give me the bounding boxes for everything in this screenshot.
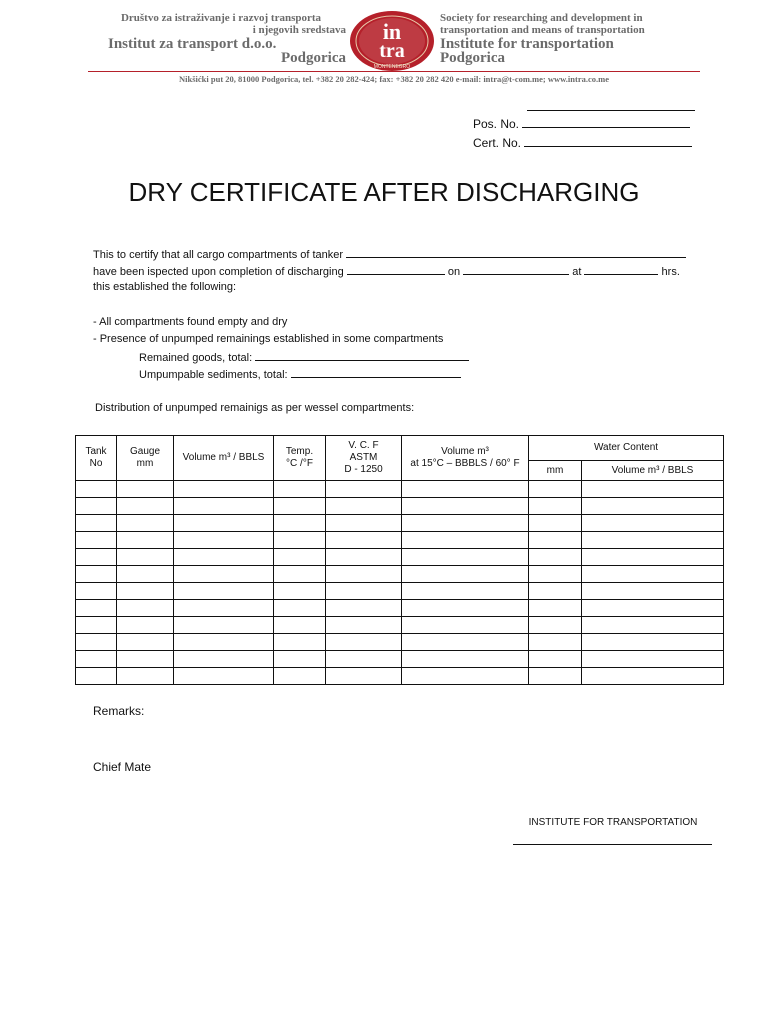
col-volume: Volume m³ / BBLS — [174, 436, 274, 481]
table-cell[interactable] — [174, 549, 274, 566]
table-cell[interactable] — [76, 600, 117, 617]
table-cell[interactable] — [174, 600, 274, 617]
table-cell[interactable] — [274, 617, 326, 634]
table-row — [76, 668, 724, 685]
table-cell[interactable] — [582, 600, 724, 617]
table-cell[interactable] — [402, 600, 529, 617]
table-cell[interactable] — [117, 668, 174, 685]
table-cell[interactable] — [274, 532, 326, 549]
hrs-text: hrs. — [661, 266, 680, 278]
letterhead-right-line1: Society for researching and development in — [440, 12, 643, 24]
table-cell[interactable] — [582, 481, 724, 498]
table-cell[interactable] — [529, 566, 582, 583]
table-cell[interactable] — [402, 617, 529, 634]
table-cell[interactable] — [402, 515, 529, 532]
table-cell[interactable] — [117, 566, 174, 583]
table-cell[interactable] — [402, 651, 529, 668]
cert-no-row — [473, 134, 692, 151]
discharging-place-field[interactable] — [347, 262, 445, 275]
table-cell[interactable] — [402, 583, 529, 600]
table-cell[interactable] — [529, 600, 582, 617]
table-cell[interactable] — [274, 651, 326, 668]
col-volume-15c: Volume m³ at 15°C – BBBLS / 60° F — [402, 436, 529, 481]
letterhead-divider — [88, 71, 700, 72]
tanker-field[interactable] — [346, 245, 686, 258]
table-cell[interactable] — [326, 668, 402, 685]
table-cell[interactable] — [117, 651, 174, 668]
table-cell[interactable] — [174, 532, 274, 549]
letterhead-left-name: Institut za transport d.o.o. — [108, 36, 277, 52]
col-temp: Temp. °C /°F — [274, 436, 326, 481]
letterhead-right-name: Institute for transportation — [440, 36, 614, 52]
document-title: DRY CERTIFICATE AFTER DISCHARGING — [128, 177, 640, 207]
table-cell[interactable] — [402, 481, 529, 498]
table-cell[interactable] — [274, 566, 326, 583]
table-cell[interactable] — [174, 498, 274, 515]
table-cell[interactable] — [529, 668, 582, 685]
table-row — [76, 617, 724, 634]
table-cell[interactable] — [76, 634, 117, 651]
letterhead-left-line1: Društvo za istraživanje i razvoj transporta — [120, 12, 322, 24]
certify-text: This to certify that all cargo compartments of tanker — [93, 249, 344, 261]
table-cell[interactable] — [326, 515, 402, 532]
logo-text-top: in — [382, 19, 402, 44]
item-unpumped: - Presence of unpumped remainings established in some compartments — [93, 333, 444, 345]
table-row — [76, 515, 724, 532]
table-row — [76, 549, 724, 566]
table-cell[interactable] — [326, 566, 402, 583]
table-cell[interactable] — [274, 549, 326, 566]
distribution-table — [75, 435, 724, 685]
table-cell[interactable] — [76, 532, 117, 549]
col-gauge: Gauge mm — [117, 436, 174, 481]
logo-ring-text: MONTENEGRO — [373, 64, 411, 70]
table-cell[interactable] — [402, 634, 529, 651]
pos-no-field[interactable] — [522, 115, 690, 128]
table-cell[interactable] — [174, 515, 274, 532]
table-cell[interactable] — [117, 532, 174, 549]
table-cell[interactable] — [274, 481, 326, 498]
table-cell[interactable] — [76, 583, 117, 600]
table-cell[interactable] — [326, 600, 402, 617]
date-field[interactable] — [463, 262, 569, 275]
table-cell[interactable] — [326, 481, 402, 498]
table-cell[interactable] — [582, 617, 724, 634]
table-cell[interactable] — [174, 481, 274, 498]
table-row — [76, 481, 724, 498]
table-cell[interactable] — [326, 549, 402, 566]
table-body — [76, 481, 724, 685]
distribution-text: Distribution of unpumped remainigs as per wessel compartments: — [95, 402, 415, 414]
table-cell[interactable] — [76, 549, 117, 566]
table-cell[interactable] — [402, 566, 529, 583]
institute-label: INSTITUTE FOR TRANSPORTATION — [528, 817, 698, 828]
table-cell[interactable] — [582, 498, 724, 515]
table-cell[interactable] — [274, 583, 326, 600]
table-cell[interactable] — [274, 515, 326, 532]
table-cell[interactable] — [76, 498, 117, 515]
table-cell[interactable] — [529, 498, 582, 515]
table-cell[interactable] — [402, 668, 529, 685]
table-row — [76, 634, 724, 651]
pos-no-row — [473, 115, 690, 132]
remained-goods-field[interactable] — [255, 348, 469, 361]
sediments-label: Umpumpable sediments, total: — [139, 369, 288, 381]
logo-text-bottom: tra — [379, 40, 405, 62]
table-cell[interactable] — [326, 651, 402, 668]
table-cell[interactable] — [76, 566, 117, 583]
table-cell[interactable] — [582, 583, 724, 600]
letterhead-right-city: Podgorica — [440, 50, 505, 66]
body-line3: this established the following: — [93, 281, 237, 293]
table-cell[interactable] — [76, 515, 117, 532]
table-cell[interactable] — [402, 498, 529, 515]
table-cell[interactable] — [529, 549, 582, 566]
sediments-row — [139, 365, 461, 384]
cert-no-label: Cert. No. — [473, 136, 522, 150]
table-cell[interactable] — [76, 668, 117, 685]
col-water-volume: Volume m³ / BBLS — [582, 461, 724, 481]
table-cell[interactable] — [76, 481, 117, 498]
table-cell[interactable] — [582, 532, 724, 549]
letterhead-right-line2: transportation and means of transportation — [440, 24, 645, 36]
table-row — [76, 600, 724, 617]
remarks-label: Remarks: — [93, 704, 145, 718]
cert-no-field[interactable] — [524, 134, 692, 147]
table-row — [76, 532, 724, 549]
table-cell[interactable] — [174, 617, 274, 634]
table-cell[interactable] — [582, 668, 724, 685]
table-cell[interactable] — [529, 481, 582, 498]
chief-mate-label: Chief Mate — [93, 760, 152, 774]
table-cell[interactable] — [117, 549, 174, 566]
table-cell[interactable] — [117, 481, 174, 498]
item-empty-dry: - All compartments found empty and dry — [93, 316, 288, 328]
table-cell[interactable] — [529, 515, 582, 532]
table-cell[interactable] — [326, 617, 402, 634]
discharging-text: have been ispected upon completion of discharging — [93, 266, 344, 278]
table-cell[interactable] — [582, 549, 724, 566]
on-text: on — [447, 266, 461, 278]
table-row — [76, 651, 724, 668]
table-cell[interactable] — [76, 651, 117, 668]
table-row — [76, 566, 724, 583]
col-water-content: Water Content — [529, 436, 724, 461]
table-cell[interactable] — [326, 583, 402, 600]
table-cell[interactable] — [326, 634, 402, 651]
table-row — [76, 583, 724, 600]
pos-no-label: Pos. No. — [473, 117, 520, 131]
table-cell[interactable] — [582, 634, 724, 651]
letterhead-left-line2: i njegovih sredstava — [252, 24, 346, 36]
remained-goods-label: Remained goods, total: — [139, 352, 253, 364]
table-cell[interactable] — [529, 583, 582, 600]
table-cell[interactable] — [117, 617, 174, 634]
table-cell[interactable] — [402, 549, 529, 566]
table-cell[interactable] — [274, 600, 326, 617]
table-cell[interactable] — [117, 515, 174, 532]
table-cell[interactable] — [529, 532, 582, 549]
table-cell[interactable] — [117, 498, 174, 515]
table-cell[interactable] — [174, 651, 274, 668]
table-cell[interactable] — [582, 566, 724, 583]
col-tank-no: Tank No — [76, 436, 117, 481]
letterhead-address: Nikšićki put 20, 81000 Podgorica, tel. +382 20 282-424; fax: +382 20 282 420 e-mail: intra@t-com.me; www.intra.co.me — [178, 74, 610, 84]
table-cell[interactable] — [274, 634, 326, 651]
table-cell[interactable] — [529, 617, 582, 634]
table-cell[interactable] — [274, 498, 326, 515]
table-cell[interactable] — [529, 634, 582, 651]
table-cell[interactable] — [529, 651, 582, 668]
time-field[interactable] — [584, 262, 658, 275]
col-water-mm: mm — [529, 461, 582, 481]
table-cell[interactable] — [582, 651, 724, 668]
ref-blank-line — [527, 98, 695, 111]
table-cell[interactable] — [174, 583, 274, 600]
col-vcf: V. C. F ASTM D - 1250 — [326, 436, 402, 481]
table-cell[interactable] — [274, 668, 326, 685]
intra-logo-icon — [349, 10, 435, 72]
table-cell[interactable] — [326, 498, 402, 515]
table-cell[interactable] — [174, 668, 274, 685]
table-cell[interactable] — [174, 566, 274, 583]
table-cell[interactable] — [174, 634, 274, 651]
table-cell[interactable] — [117, 634, 174, 651]
table-cell[interactable] — [117, 600, 174, 617]
sediments-field[interactable] — [291, 365, 461, 378]
institute-signature-field[interactable] — [513, 832, 712, 845]
table-cell[interactable] — [326, 532, 402, 549]
table-cell[interactable] — [117, 583, 174, 600]
intra-logo — [349, 10, 435, 72]
table-cell[interactable] — [402, 532, 529, 549]
table-row — [76, 498, 724, 515]
at-text: at — [572, 266, 582, 278]
table-cell[interactable] — [76, 617, 117, 634]
table-cell[interactable] — [582, 515, 724, 532]
letterhead-left-city: Podgorica — [281, 50, 346, 66]
